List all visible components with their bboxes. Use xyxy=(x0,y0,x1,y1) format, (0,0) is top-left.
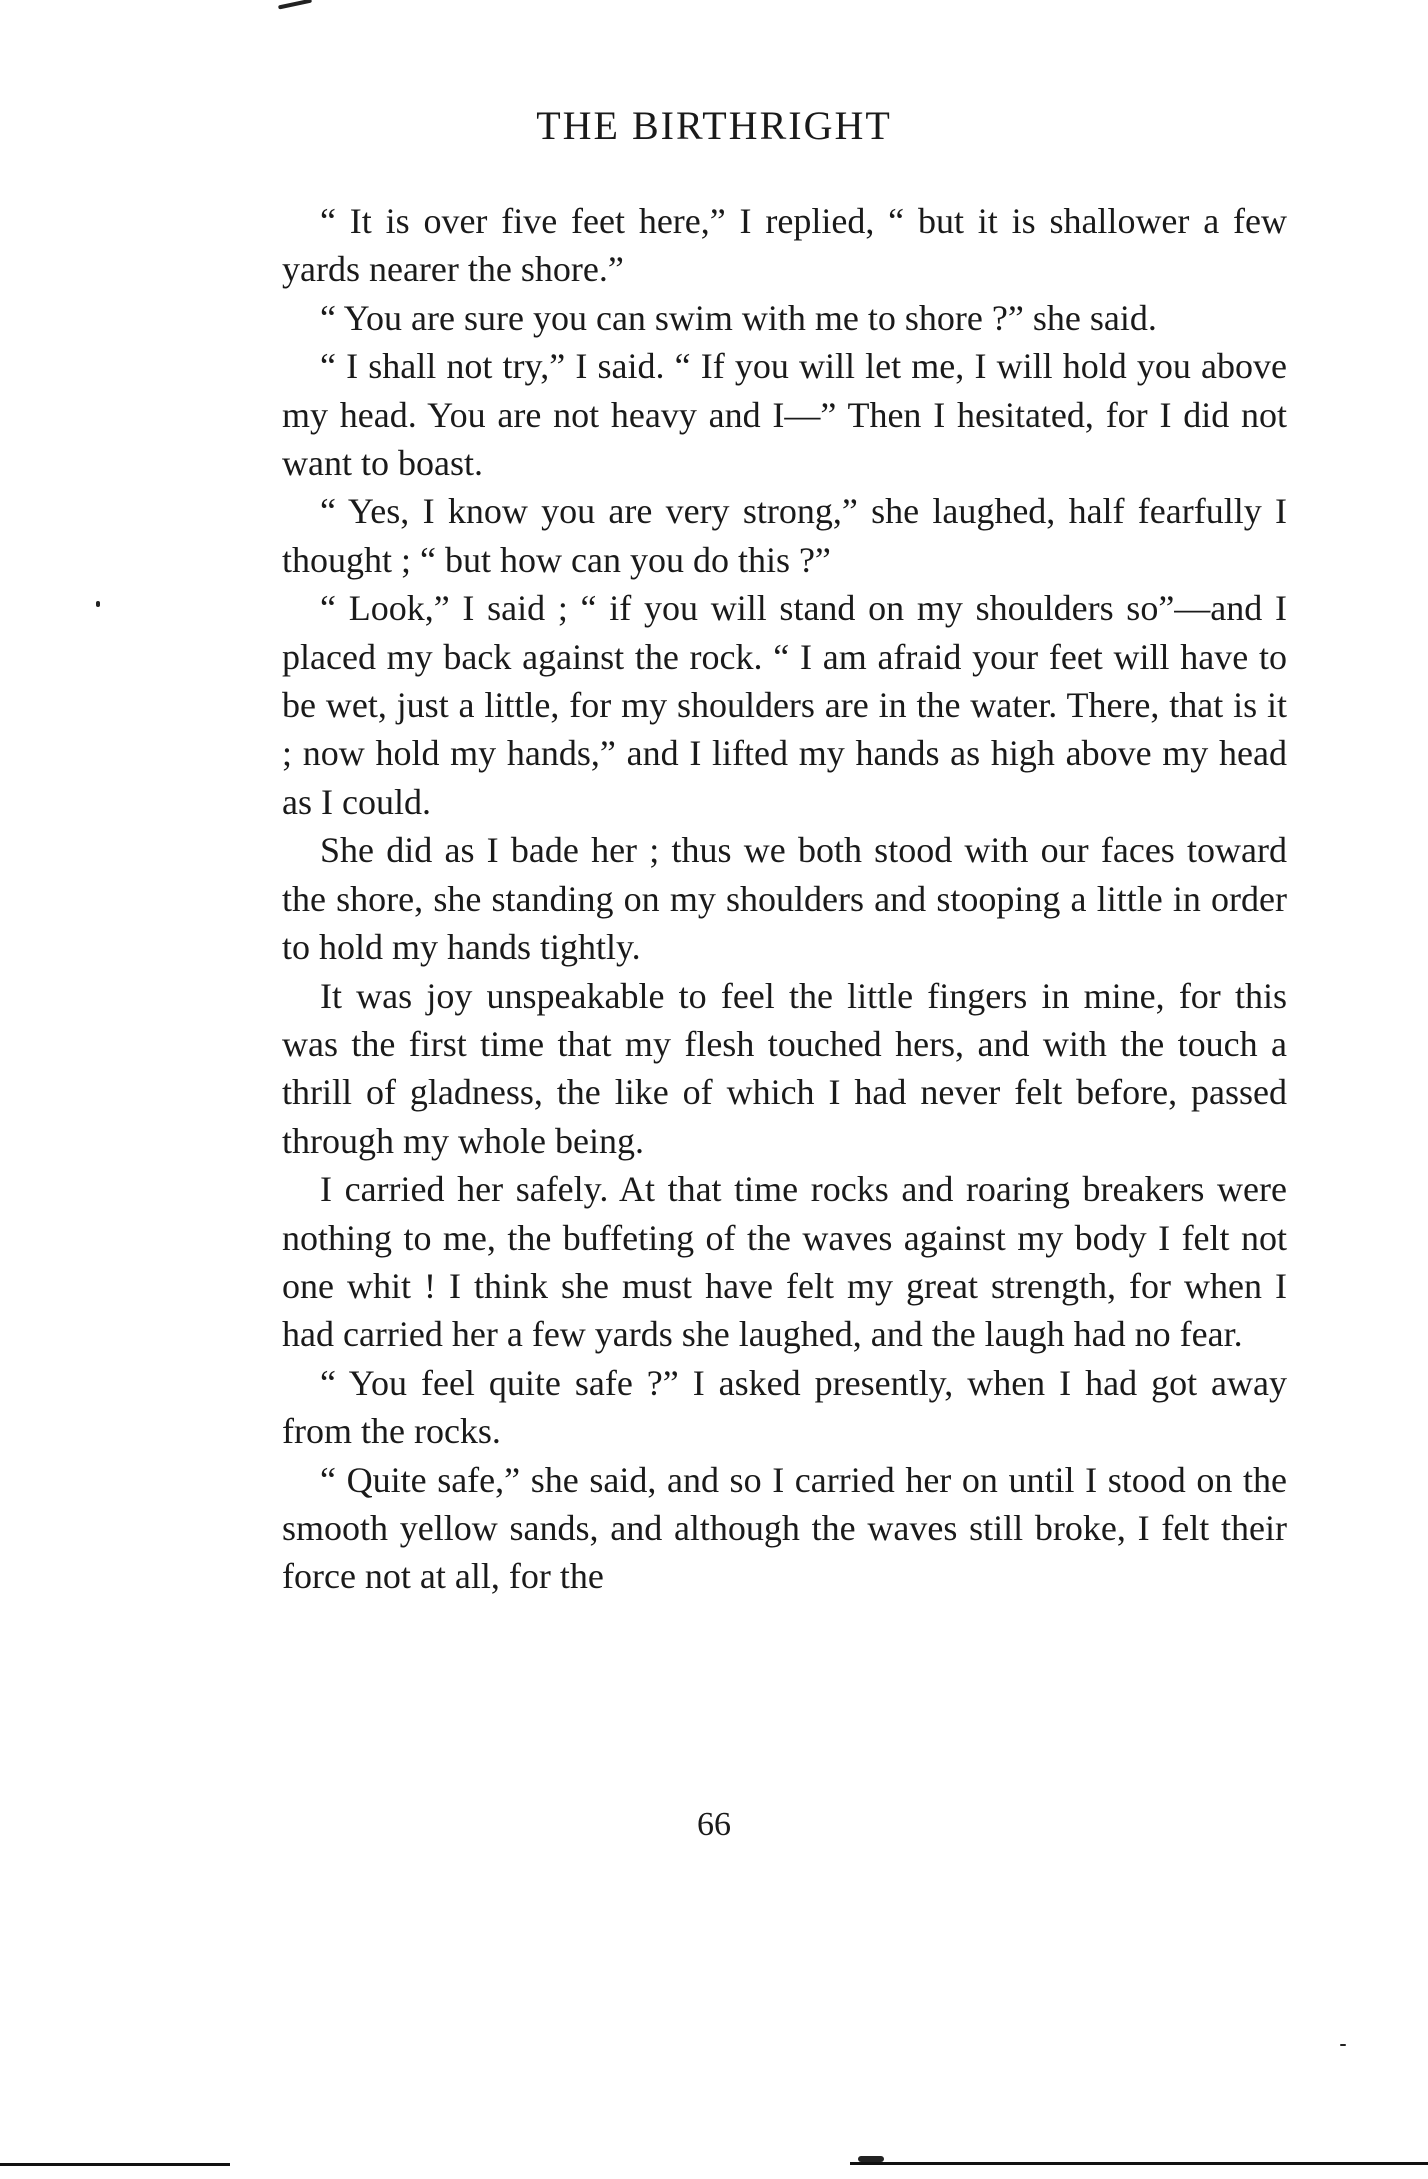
margin-speck xyxy=(96,601,100,607)
scan-edge-mark xyxy=(858,2156,884,2162)
paragraph: “ Look,” I said ; “ if you will stand on my shoulders so”—and I placed my back against the rock. “ I am afraid your feet will have to be wet, just a little, for my shoulders are in the water. There, that is it ; now hold my hands,” and I lifted my hands as high above my head as I could. xyxy=(282,588,1287,822)
page-number: 66 xyxy=(697,1806,731,1843)
paragraph: “ Yes, I know you are very strong,” she laughed, half fearfully I thought ; “ but how can you do this ?” xyxy=(282,491,1287,580)
body-text xyxy=(282,197,1287,1601)
paragraph: “ I shall not try,” I said. “ If you will let me, I will hold you above my head. You are not heavy and I—” Then I hesitated, for I did not want to boast. xyxy=(282,346,1287,484)
running-header: THE BIRTHRIGHT xyxy=(536,103,892,148)
scan-edge-rule xyxy=(0,2163,230,2166)
paragraph: “ You are sure you can swim with me to shore ?” she said. xyxy=(320,297,1157,338)
paragraph: It was joy unspeakable to feel the little fingers in mine, for this was the first time that my flesh touched hers, and with the touch a thrill of gladness, the like of which I had never felt before, passed through my whole being. xyxy=(282,975,1287,1161)
paragraph: She did as I bade her ; thus we both stood with our faces toward the shore, she standing on my shoulders and stooping a little in order to hold my hands tightly. xyxy=(282,830,1287,968)
ink-smudge xyxy=(278,0,312,9)
scan-edge-rule xyxy=(850,2162,1428,2165)
paragraph: I carried her safely. At that time rocks and roaring breakers were nothing to me, the buffeting of the waves against my body I felt not one whit ! I think she must have felt my great strength, for when I had carried her a few yards she laughed, and the laugh had no fear. xyxy=(282,1169,1287,1355)
paragraph: “ It is over five feet here,” I replied, “ but it is shallower a few yards nearer the shore.” xyxy=(282,201,1287,290)
margin-speck xyxy=(1340,2044,1346,2046)
paragraph: “ You feel quite safe ?” I asked presently, when I had got away from the rocks. xyxy=(282,1362,1287,1452)
paragraph: “ Quite safe,” she said, and so I carried her on until I stood on the smooth yellow sands, and although the waves still broke, I felt their force not at all, for the xyxy=(282,1459,1287,1597)
